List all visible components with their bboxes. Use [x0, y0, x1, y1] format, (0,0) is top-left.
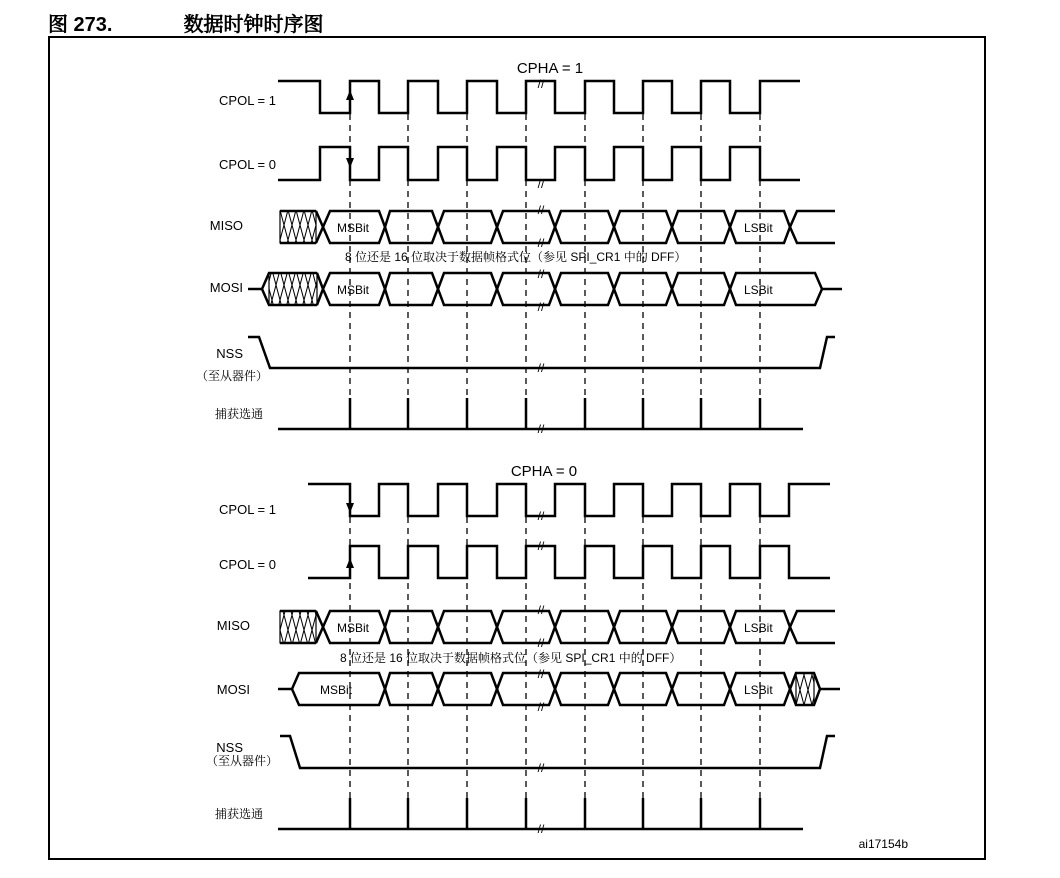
- cpha1-strobe-break-mark: //: [537, 422, 545, 436]
- cpha0-mosi-break-mark: //: [537, 667, 545, 681]
- cpha1-nss-label: NSS: [216, 346, 243, 361]
- cpha1-cpol1-break-mark: //: [537, 77, 545, 91]
- cpha1-guide-lines: [350, 92, 760, 398]
- cpha0-cpol0-break-mark: //: [537, 539, 545, 553]
- cpha0-cpol0-label: CPOL = 0: [219, 557, 276, 572]
- cpha0-miso-label: MISO: [216, 618, 250, 633]
- cpha0-mosi-lsbit: LSBit: [744, 683, 773, 697]
- figure-number: 图 273.: [48, 14, 113, 36]
- cpha0-nss-waveform: [280, 736, 835, 768]
- cpha0-mosi-msbit: MSBit: [320, 683, 353, 697]
- cpha0-width-note: 8 位还是 16 位取决于数据帧格式位（参见 SPI_CR1 中的 DFF）: [340, 651, 682, 665]
- figure-title: 数据时钟时序图: [183, 14, 324, 36]
- cpha1-miso-lsbit: LSBit: [744, 221, 773, 235]
- cpha1-cpol0-waveform: [278, 147, 800, 180]
- cpha0-cpol0-edge-arrow: [346, 558, 354, 568]
- cpha0-cpol1-edge-arrow: [346, 503, 354, 513]
- cpha0-cpol1-break-mark: //: [537, 509, 545, 523]
- cpha1-strobe-label: 捕获选通: [214, 407, 263, 421]
- cpha0-cpol1-waveform: [308, 484, 830, 516]
- cpha0-nss-break-mark: //: [537, 761, 545, 775]
- cpha1-nss-break-mark: //: [537, 361, 545, 375]
- cpha0-mosi-label: MOSI: [216, 682, 250, 697]
- cpha1-mosi-msbit: MSBit: [337, 283, 370, 297]
- cpha1-cpol0-edge-arrow: [346, 158, 354, 168]
- cpha0-strobe-label: 捕获选通: [214, 807, 263, 821]
- cpha0-nss-label: NSS: [216, 740, 243, 755]
- cpha1-mosi-label: MOSI: [209, 280, 243, 295]
- cpha1-cpol1-label: CPOL = 1: [219, 93, 276, 108]
- cpha0-miso-break-mark: //: [537, 603, 545, 617]
- cpha1-miso-break-mark: //: [537, 203, 545, 217]
- cpha1-cpol0-break-mark: //: [537, 177, 545, 191]
- cpha1-width-note: 8 位还是 16 位取决于数据帧格式位（参见 SPI_CR1 中的 DFF）: [345, 250, 687, 264]
- cpha0-title: CPHA = 0: [510, 463, 578, 480]
- figure-id: ai17154b: [858, 837, 908, 851]
- cpha1-miso-msbit: MSBit: [337, 221, 370, 235]
- cpha0-cpol1-label: CPOL = 1: [219, 502, 276, 517]
- cpha0-nss-note: （至从器件）: [205, 754, 278, 768]
- cpha0-cpol0-waveform: [308, 546, 830, 578]
- cpha0-mosi-break-mark-2: //: [537, 700, 545, 714]
- cpha0-miso-break-mark-2: //: [537, 636, 545, 650]
- cpha1-title: CPHA = 1: [516, 60, 584, 77]
- cpha0-guide-lines: [350, 495, 760, 800]
- cpha1-cpol0-label: CPOL = 0: [219, 157, 276, 172]
- cpha1-miso-label: MISO: [209, 218, 243, 233]
- cpha0-miso-msbit: MSBit: [337, 621, 370, 635]
- cpha1-miso-break-mark-2: //: [537, 236, 545, 250]
- cpha1-nss-note: （至从器件）: [195, 369, 268, 383]
- cpha1-mosi-lsbit: LSBit: [744, 283, 773, 297]
- cpha1-mosi-break-mark: //: [537, 267, 545, 281]
- cpha0-miso-lsbit: LSBit: [744, 621, 773, 635]
- cpha0-strobe-break-mark: //: [537, 822, 545, 836]
- cpha1-mosi-break-mark-2: //: [537, 300, 545, 314]
- cpha1-cpol1-edge-arrow: [346, 90, 354, 100]
